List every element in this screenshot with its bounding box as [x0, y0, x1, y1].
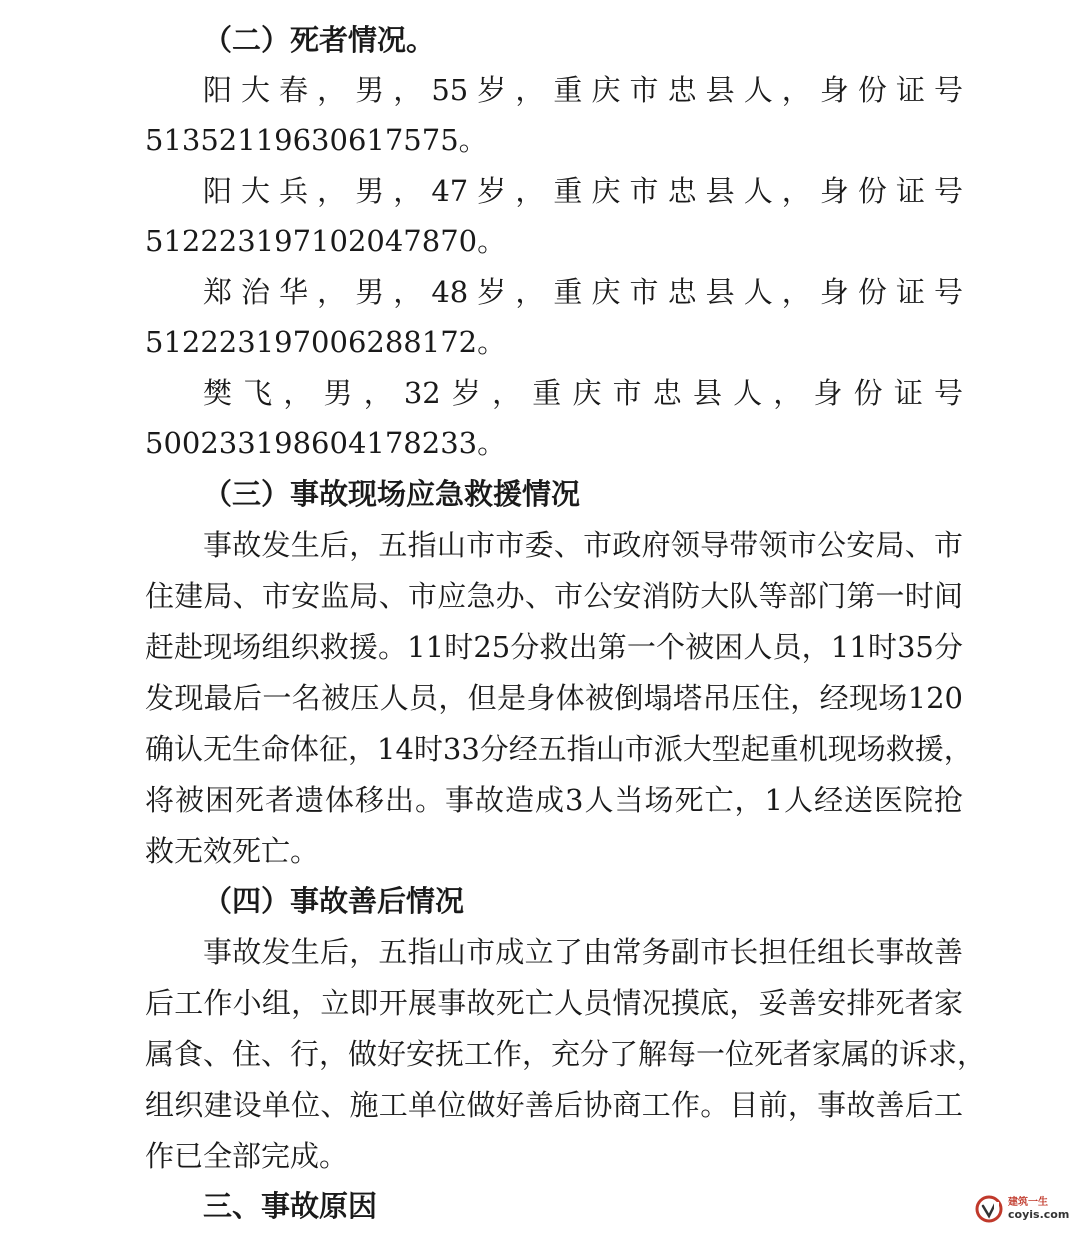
person-3-line2: 512223197006288172。	[145, 325, 507, 359]
heading-cause: 三、事故原因	[203, 1189, 378, 1223]
person-1-line1: 阳大春，男，55岁，重庆市忠县人，身份证号	[203, 73, 963, 107]
rescue-line-6: 将被困死者遗体移出。事故造成3人当场死亡，1人经送医院抢	[145, 783, 963, 817]
rescue-line-2: 住建局、市安监局、市应急办、市公安消防大队等部门第一时间	[145, 579, 963, 613]
person-2-line2: 512223197102047870。	[145, 224, 507, 258]
person-1-line2: 51352119630617575。	[145, 123, 488, 157]
watermark-en: coyis.com	[1008, 1208, 1070, 1221]
person-2-line1: 阳大兵，男，47岁，重庆市忠县人，身份证号	[203, 174, 963, 208]
rescue-line-1: 事故发生后，五指山市市委、市政府领导带领市公安局、市	[203, 528, 963, 562]
rescue-line-7: 救无效死亡。	[145, 834, 320, 868]
rescue-line-4: 发现最后一名被压人员，但是身体被倒塌塔吊压住，经现场120	[145, 681, 963, 715]
watermark	[974, 1192, 1074, 1226]
person-3-line1: 郑治华，男，48岁，重庆市忠县人，身份证号	[203, 275, 963, 309]
rescue-line-3: 赶赴现场组织救援。11时25分救出第一个被困人员，11时35分	[145, 630, 963, 664]
aftermath-line-3: 属食、住、行，做好安抚工作，充分了解每一位死者家属的诉求，	[145, 1037, 987, 1071]
rescue-line-5: 确认无生命体征，14时33分经五指山市派大型起重机现场救援，	[145, 732, 973, 766]
aftermath-line-5: 作已全部完成。	[145, 1139, 349, 1173]
aftermath-line-1: 事故发生后，五指山市成立了由常务副市长担任组长事故善	[203, 935, 963, 969]
person-4-line2: 500233198604178233。	[145, 426, 507, 460]
person-4-line1: 樊飞，男，32岁，重庆市忠县人，身份证号	[203, 376, 963, 410]
aftermath-line-4: 组织建设单位、施工单位做好善后协商工作。目前，事故善后工	[145, 1088, 963, 1122]
aftermath-line-2: 后工作小组，立即开展事故死亡人员情况摸底，妥善安排死者家	[145, 986, 963, 1020]
heading-aftermath: （四）事故善后情况	[203, 884, 465, 918]
heading-deceased: （二）死者情况。	[203, 23, 436, 57]
heading-rescue: （三）事故现场应急救援情况	[203, 477, 581, 511]
watermark-cn: 建筑一生	[1008, 1197, 1048, 1208]
coyis-logo-icon	[974, 1194, 1004, 1224]
